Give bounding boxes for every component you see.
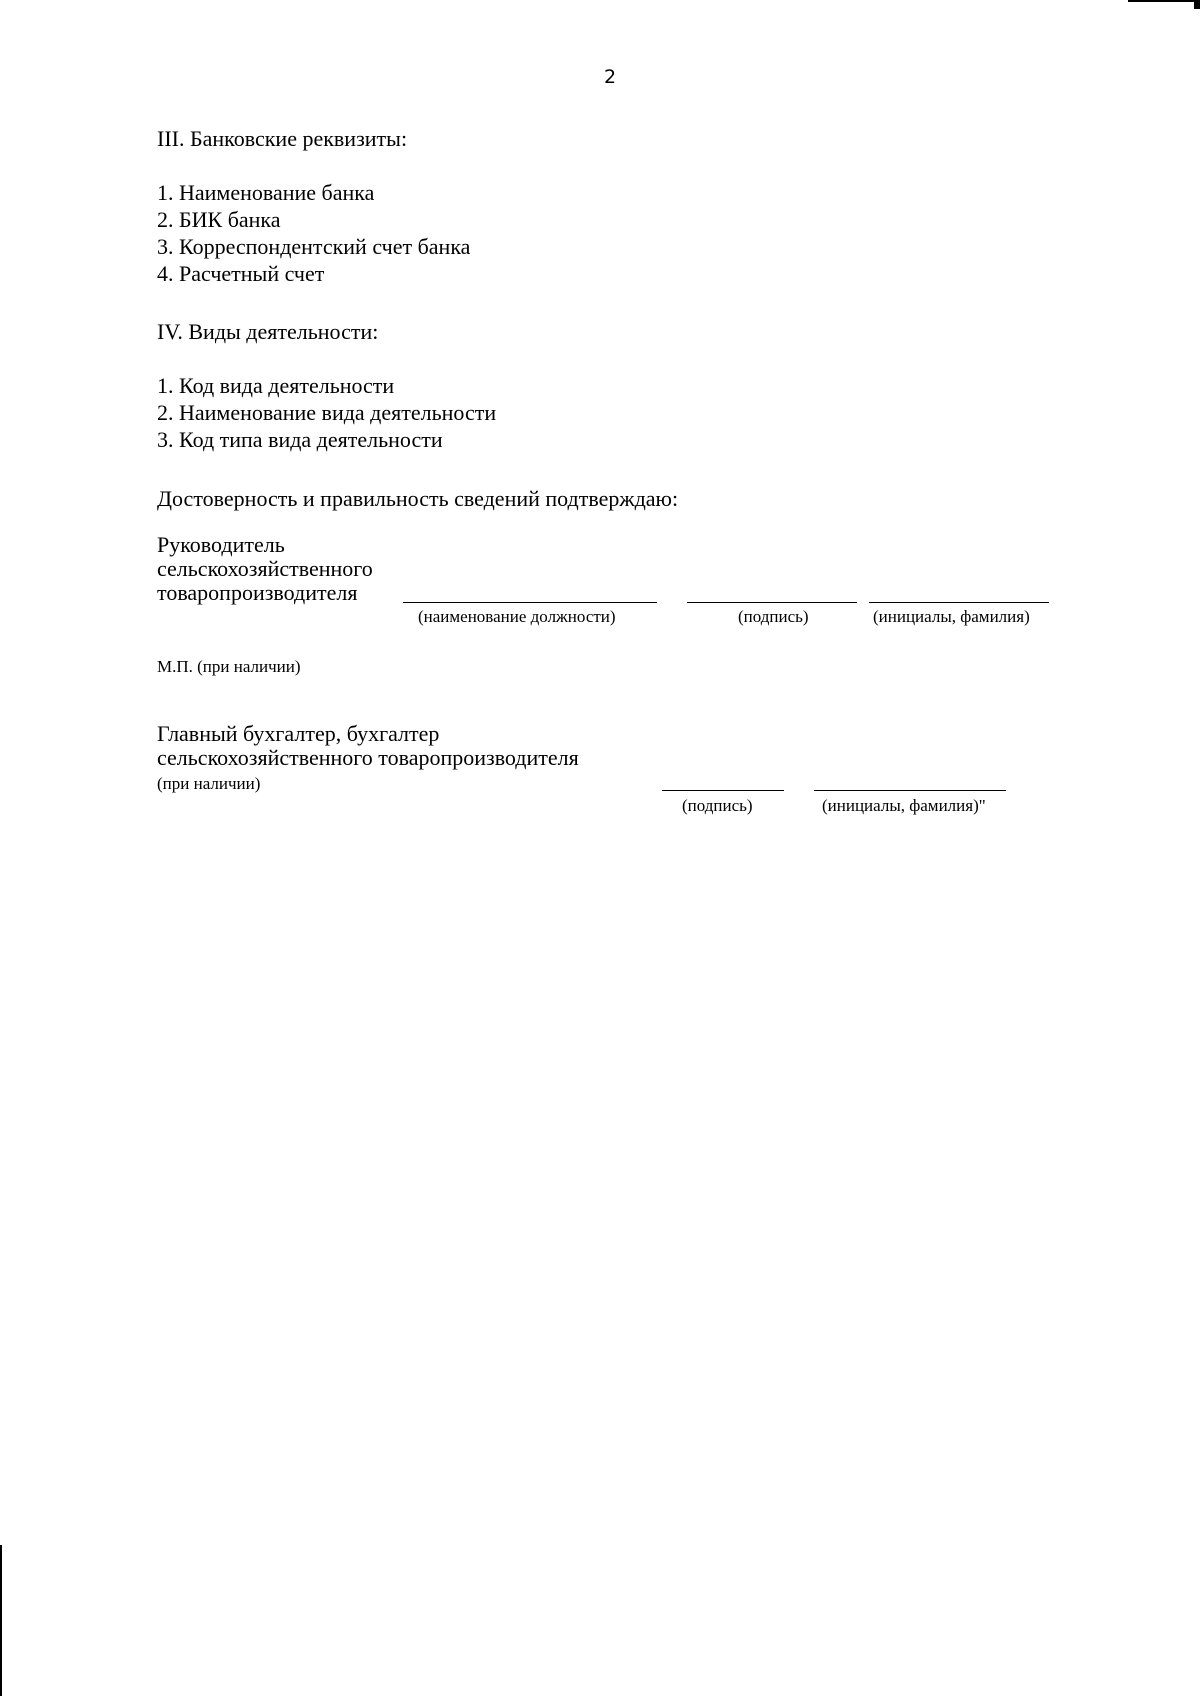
activity-section-heading: IV. Виды деятельности: xyxy=(157,319,379,344)
head-position-line xyxy=(403,602,657,603)
accountant-name-line xyxy=(814,790,1006,791)
bank-item-2: 2. БИК банка xyxy=(157,207,281,232)
bank-item-1: 1. Наименование банка xyxy=(157,180,375,205)
confirmation-statement: Достоверность и правильность сведений подтверждаю: xyxy=(157,486,679,511)
head-signature-line xyxy=(687,602,857,603)
accountant-name-caption: (инициалы, фамилия)" xyxy=(822,796,986,815)
accountant-signature-line xyxy=(662,790,784,791)
head-position-caption: (наименование должности) xyxy=(418,607,616,626)
scan-edge-mark-top-right-corner xyxy=(1194,0,1200,9)
activity-item-3: 3. Код типа вида деятельности xyxy=(157,427,443,452)
head-title-line-1: Руководитель xyxy=(157,532,285,557)
head-title-line-2: сельскохозяйственного xyxy=(157,556,373,581)
scan-edge-mark-left xyxy=(0,1545,2,1696)
accountant-title-line-2: сельскохозяйственного товаропроизводителя xyxy=(157,745,579,770)
head-signature-caption: (подпись) xyxy=(738,607,809,626)
bank-item-3: 3. Корреспондентский счет банка xyxy=(157,234,471,259)
stamp-place: М.П. (при наличии) xyxy=(157,657,301,676)
activity-item-2: 2. Наименование вида деятельности xyxy=(157,400,497,425)
page-number: 2 xyxy=(603,66,617,88)
head-title-line-3: товаропроизводителя xyxy=(157,580,358,605)
bank-item-4: 4. Расчетный счет xyxy=(157,261,325,286)
bank-section-heading: III. Банковские реквизиты: xyxy=(157,126,408,151)
scan-edge-mark-top-right xyxy=(1128,0,1200,2)
head-name-line xyxy=(869,602,1049,603)
activity-item-1: 1. Код вида деятельности xyxy=(157,373,395,398)
head-name-caption: (инициалы, фамилия) xyxy=(873,607,1030,626)
accountant-signature-caption: (подпись) xyxy=(682,796,753,815)
accountant-note: (при наличии) xyxy=(157,774,261,793)
accountant-title-line-1: Главный бухгалтер, бухгалтер xyxy=(157,721,440,746)
